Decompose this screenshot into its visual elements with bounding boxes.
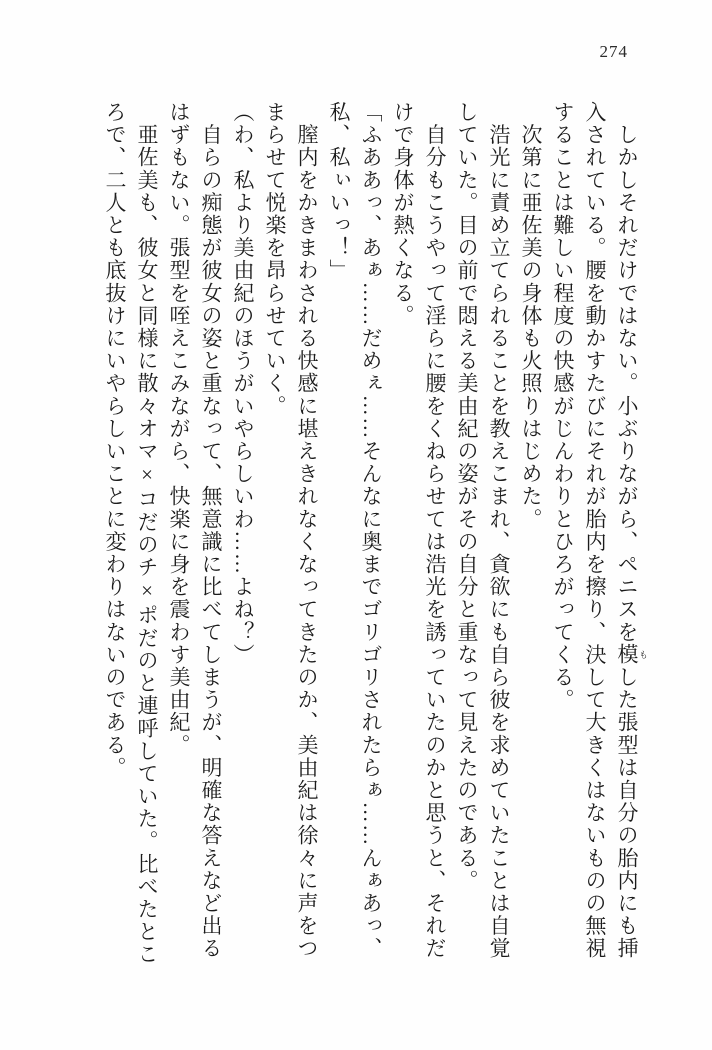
text-column: 自分もこうやって淫らに腰をくねらせては浩光を誘っていたのかと思うと、それだ (423, 101, 447, 960)
text-column: けで身体が熱くなる。 (391, 101, 415, 327)
text-column: 私、私ぃいっ！」 (327, 101, 351, 282)
text-column: しかしそれだけではない。小ぶりながら、ペニスを模 もした張型は自分の胎内にも挿 (615, 101, 648, 960)
text-column: 自らの痴態が彼女の姿と重なって、無意識に比べてしまうが、明確な答えなど出る (199, 101, 223, 960)
text-column: していた。目の前で悶える美由紀の姿がその自分と重なって見えたのである。 (455, 101, 479, 892)
text-column: 浩光に責め立てられることを教えこまれ、貪欲にも自ら彼を求めていたことは自覚 (487, 101, 511, 960)
text-column: まらせて悦楽を昂らせていく。 (263, 101, 287, 418)
text-column: することは難しい程度の快感がじんわりとひろがってくる。 (551, 101, 575, 712)
text-column: ろで、二人とも底抜けにいやらしいことに変わりはないのである。 (103, 101, 127, 779)
text-column: 次第に亜佐美の身体も火照りはじめた。 (519, 101, 543, 531)
page-number: 274 (599, 42, 628, 61)
text-column: 膣内をかきまわされる快感に堪えきれなくなってきたのか、美由紀は徐々に声をつ (295, 101, 319, 960)
text-column: （わ、私より美由紀のほうがいやらしいわ……よね？） (231, 101, 255, 666)
text-column: はずもない。張型を咥えこみながら、快楽に身を震わす美由紀。 (167, 101, 191, 757)
page-text-block (99, 101, 648, 965)
text-column: 入されている。腰を動かすたびにそれが胎内を擦り、決して大きくはないものの無視 (583, 101, 607, 960)
ruby-annotated-text: 模 も (615, 643, 648, 667)
text-column: 亜佐美も、彼女と同様に散々オマ×コだのチ×ポだのと連呼していた。比べたとこ (135, 101, 159, 966)
text-column: 「ふああっ、あぁ……だめぇ……そんなに奥までゴリゴリされたらぁ……んぁあっ、 (359, 101, 383, 960)
